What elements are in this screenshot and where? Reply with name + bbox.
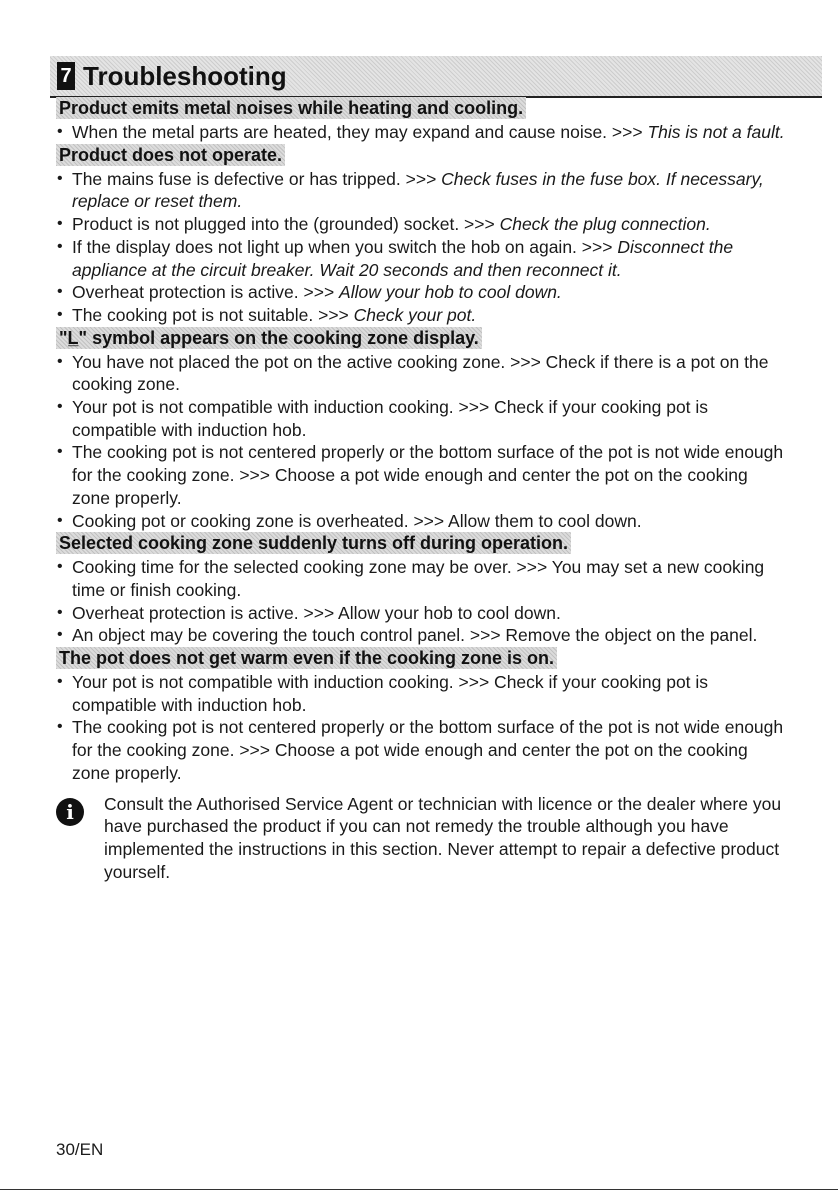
page-number: 30/EN bbox=[56, 1140, 104, 1159]
list-item: • The cooking pot is not centered properly or the bottom surface of the pot is not wide enough for the cooking zone. >>> Choose a pot wide enough and center the pot on the cooking zone properly. bbox=[57, 442, 784, 508]
item-problem: An object may be covering the touch control panel. >>> Remove the object on the panel. bbox=[72, 625, 758, 646]
chapter-number-badge: 7 bbox=[57, 62, 75, 90]
info-note bbox=[56, 793, 786, 884]
item-problem: Product is not plugged into the (grounded) socket. >>> bbox=[72, 214, 500, 235]
item-problem: Your pot is not compatible with induction cooking. >>> Check if your cooking pot is compatible with induction hob. bbox=[72, 397, 709, 440]
section-heading-pot-not-warm: The pot does not get warm even if the cooking zone is on. bbox=[56, 647, 557, 669]
item-action: Check the plug connection. bbox=[499, 214, 711, 235]
item-problem: If the display does not light up when you switch the hob on again. >>> bbox=[72, 236, 618, 257]
list-item: • If the display does not light up when you switch the hob on again. >>> Disconnect the appliance at the circuit breaker. Wait 20 seconds and then reconnect it. bbox=[57, 236, 734, 280]
info-note-text: Consult the Authorised Service Agent or technician with licence or the dealer where you have purchased the product if you can not remedy the trouble although you have implemented the instructions in this section. Never attempt to repair a defective product yourself. bbox=[104, 793, 782, 882]
item-problem: Cooking time for the selected cooking zone may be over. >>> You may set a new cooking time or finish cooking. bbox=[72, 557, 765, 600]
list-item: • Your pot is not compatible with induction cooking. >>> Check if your cooking pot is compatible with induction hob. bbox=[57, 672, 709, 715]
item-action: This is not a fault. bbox=[647, 122, 785, 142]
section-heading-metal-noises: Product emits metal noises while heating and cooling. bbox=[56, 97, 526, 119]
item-action: Allow your hob to cool down. bbox=[339, 282, 562, 303]
item-problem: The mains fuse is defective or has tripped. >>> bbox=[72, 168, 442, 189]
item-problem: The cooking pot is not centered properly or the bottom surface of the pot is not wide enough for the cooking zone. >>> Choose a pot wide enough and center the pot on the cooking zone properly. bbox=[72, 442, 784, 508]
section-heading-does-not-operate: Product does not operate. bbox=[56, 144, 285, 166]
item-problem: Overheat protection is active. >>> bbox=[72, 282, 340, 303]
section-heading-symbol-display: "L̲" symbol appears on the cooking zone display. bbox=[56, 327, 482, 349]
item-problem: Your pot is not compatible with induction cooking. >>> Check if your cooking pot is compatible with induction hob. bbox=[72, 672, 709, 715]
list-item: • The cooking pot is not suitable. >>> Check your pot. bbox=[57, 304, 477, 325]
list-item: • Cooking pot or cooking zone is overheated. >>> Allow them to cool down. bbox=[57, 510, 642, 531]
page-title: Troubleshooting bbox=[83, 61, 287, 91]
info-icon: i bbox=[56, 798, 84, 826]
chapter-title-bar bbox=[50, 56, 822, 98]
list-item: • You have not placed the pot on the active cooking zone. >>> Check if there is a pot on the cooking zone. bbox=[57, 351, 769, 395]
list-item: • Product is not plugged into the (grounded) socket. >>> Check the plug connection. bbox=[57, 214, 711, 235]
list-item: • Overheat protection is active. >>> Allow your hob to cool down. bbox=[57, 602, 561, 623]
item-problem: The cooking pot is not suitable. >>> bbox=[72, 304, 354, 325]
list-item: • The mains fuse is defective or has tripped. >>> Check fuses in the fuse box. If necessary, replace or reset them. bbox=[57, 168, 764, 212]
item-action: Check your pot. bbox=[353, 304, 477, 325]
list-item: • The cooking pot is not centered properly or the bottom surface of the pot is not wide enough for the cooking zone. >>> Choose a pot wide enough and center the pot on the cooking zone properly. bbox=[57, 717, 784, 783]
list-item: • Your pot is not compatible with induction cooking. >>> Check if your cooking pot is compatible with induction hob. bbox=[57, 397, 709, 440]
item-problem: When the metal parts are heated, they may expand and cause noise. >>> bbox=[72, 122, 648, 142]
list-item: • When the metal parts are heated, they may expand and cause noise. >>> This is not a fault. bbox=[57, 122, 785, 142]
list-item: • Cooking time for the selected cooking zone may be over. >>> You may set a new cooking time or finish cooking. bbox=[57, 557, 765, 600]
item-problem: You have not placed the pot on the active cooking zone. >>> Check if there is a pot on the cooking zone. bbox=[72, 351, 769, 395]
list-item: • Overheat protection is active. >>> Allow your hob to cool down. bbox=[57, 282, 562, 303]
item-problem: Cooking pot or cooking zone is overheated. >>> Allow them to cool down. bbox=[72, 510, 642, 531]
troubleshooting-content bbox=[56, 97, 786, 883]
item-problem: Overheat protection is active. >>> Allow your hob to cool down. bbox=[72, 602, 561, 623]
item-problem: The cooking pot is not centered properly or the bottom surface of the pot is not wide enough for the cooking zone. >>> Choose a pot wide enough and center the pot on the cooking zone properly. bbox=[72, 717, 784, 783]
item-action: Check fuses in the fuse box. If necessary, replace or reset them. bbox=[72, 168, 764, 212]
item-action: Disconnect the appliance at the circuit breaker. Wait 20 seconds and then reconnect it. bbox=[72, 236, 734, 280]
list-item: • An object may be covering the touch control panel. >>> Remove the object on the panel. bbox=[57, 625, 758, 646]
section-heading-zone-turns-off: Selected cooking zone suddenly turns off during operation. bbox=[56, 532, 571, 554]
bottom-divider bbox=[0, 1189, 838, 1190]
